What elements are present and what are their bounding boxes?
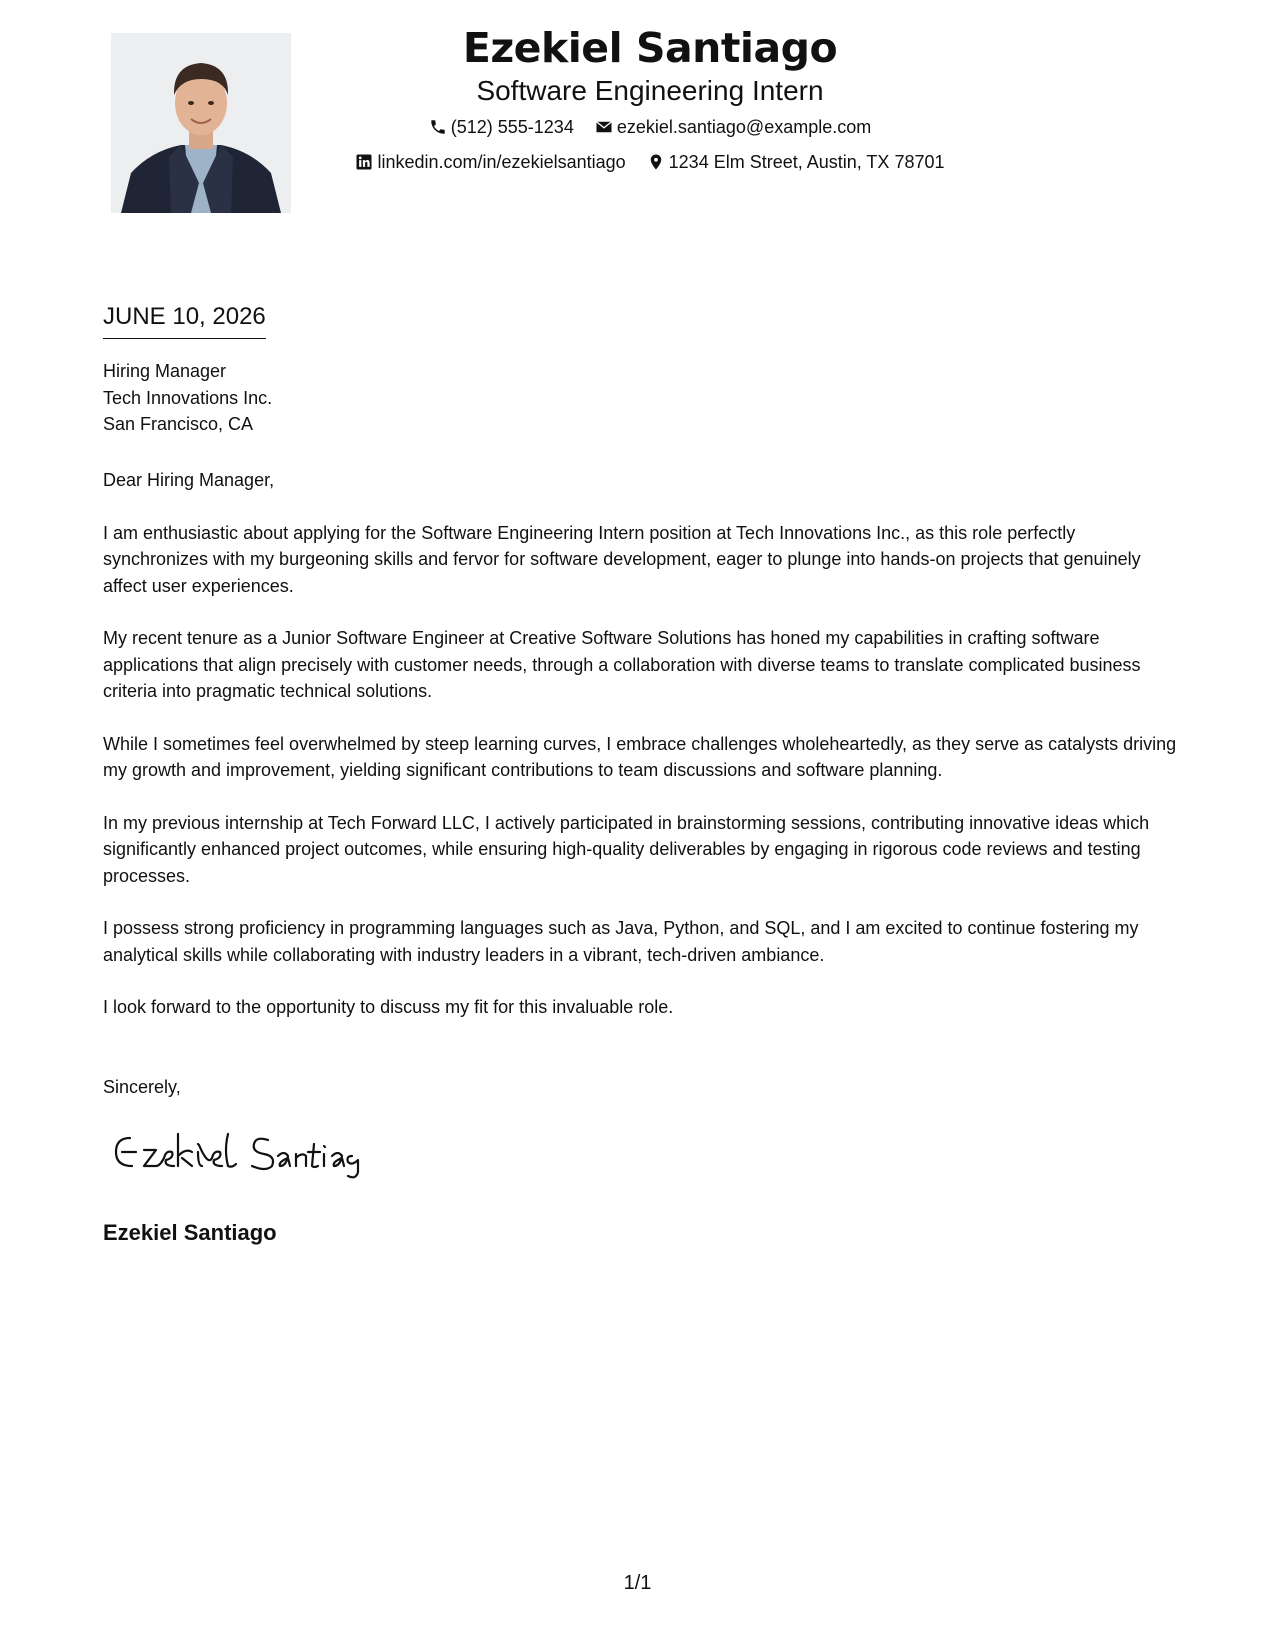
- paragraph-1: I am enthusiastic about applying for the Software Engineering Intern position at Tech Innovations Inc., as this role perfectly synchronizes with my burgeoning skills and fervor for software development, eager to plunge into hands-on projects that genuinely affect user experiences.: [103, 522, 1141, 596]
- closing: Sincerely,: [103, 1077, 181, 1097]
- phone-icon: [429, 118, 447, 136]
- phone-text: (512) 555-1234: [450, 117, 574, 137]
- contact-email[interactable]: [595, 116, 871, 138]
- applicant-name: Ezekiel Santiago: [462, 24, 838, 72]
- profile-photo: [111, 33, 291, 213]
- contact-linkedin[interactable]: [355, 151, 625, 173]
- contact-address: [647, 151, 945, 173]
- job-title: Software Engineering Intern: [476, 75, 824, 106]
- signature: [108, 1120, 368, 1184]
- address-text: 1234 Elm Street, Austin, TX 78701: [668, 152, 945, 172]
- paragraph-4: In my previous internship at Tech Forward LLC, I actively participated in brainstorming sessions, contributing innovative ideas which significantly enhanced project outcomes, while ensuring high-quality deliverables by engaging in rigorous code reviews and testing processes.: [103, 812, 1150, 886]
- recipient-location: San Francisco, CA: [103, 414, 254, 434]
- letter-date: JUNE 10, 2026: [103, 300, 266, 339]
- letter-body: [103, 467, 1183, 1047]
- paragraph-6: I look forward to the opportunity to discuss my fit for this invaluable role.: [103, 997, 674, 1017]
- map-pin-icon: [647, 153, 665, 171]
- recipient-block: [103, 358, 272, 438]
- envelope-icon: [595, 118, 613, 136]
- linkedin-text: linkedin.com/in/ezekielsantiago: [377, 152, 626, 172]
- paragraph-2: My recent tenure as a Junior Software Engineer at Creative Software Solutions has honed my capabilities in crafting software applications that align precisely with customer needs, through a collaboration with diverse teams to translate complicated business criteria into pragmatic technical solutions.: [103, 628, 1141, 701]
- contact-line-1: [300, 116, 1000, 141]
- signed-name: Ezekiel Santiago: [103, 1220, 277, 1245]
- header: [300, 22, 1000, 176]
- linkedin-icon: [355, 153, 373, 171]
- page-number: 1/1: [623, 1572, 652, 1594]
- contact-phone[interactable]: [429, 116, 574, 138]
- contact-line-2: [300, 151, 1000, 176]
- recipient-company: Tech Innovations Inc.: [103, 387, 273, 408]
- paragraph-5: I possess strong proficiency in programming languages such as Java, Python, and SQL, and I am excited to continue fostering my analytical skills while collaborating with industry leaders in a vibrant, tech-driven ambiance.: [103, 918, 1139, 965]
- recipient-name: Hiring Manager: [103, 361, 227, 381]
- salutation: Dear Hiring Manager,: [103, 470, 275, 490]
- paragraph-3: While I sometimes feel overwhelmed by steep learning curves, I embrace challenges wholeheartedly, as they serve as catalysts driving my growth and improvement, yielding significant contributions to team discussions and software planning.: [103, 733, 1177, 780]
- email-text: ezekiel.santiago@example.com: [616, 117, 872, 137]
